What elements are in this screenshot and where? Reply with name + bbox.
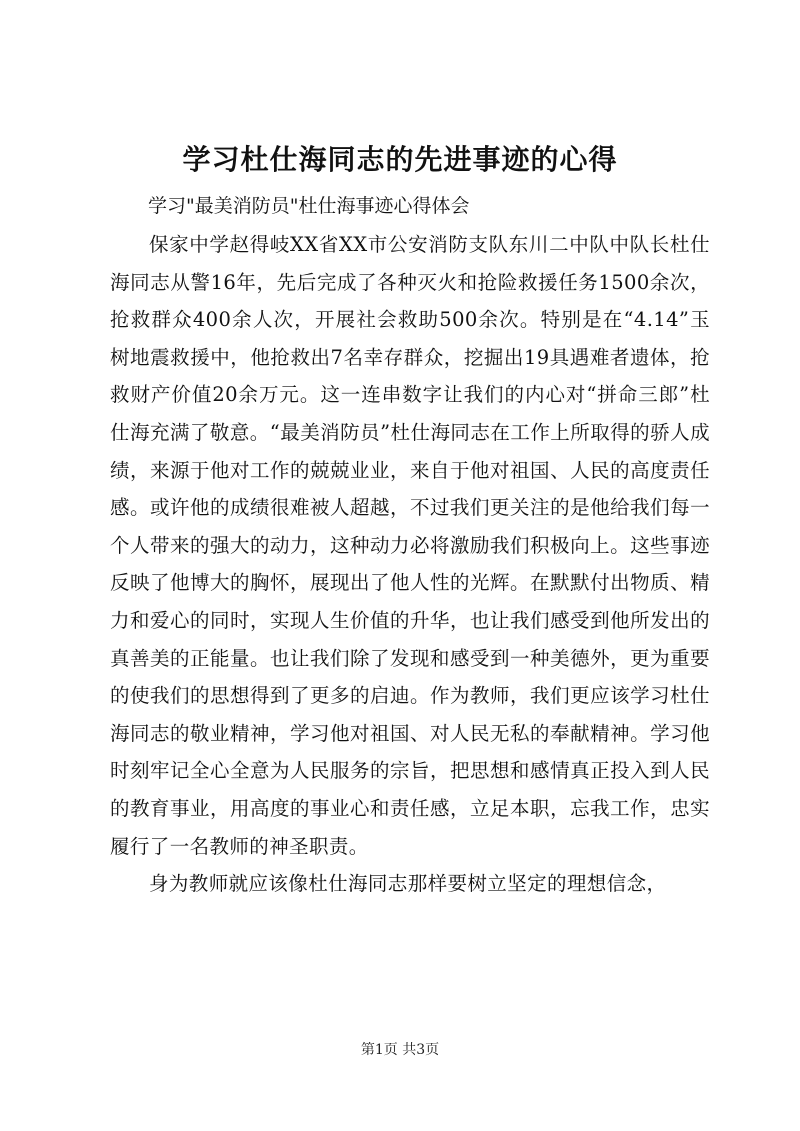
page-footer xyxy=(0,1040,800,1060)
body-paragraph: 身为教师就应该像杜仕海同志那样要树立坚定的理想信念， xyxy=(149,872,667,896)
document-subtitle: 学习"最美消防员"杜仕海事迹心得体会 xyxy=(148,195,470,217)
document-title: 学习杜仕海同志的先进事迹的心得 xyxy=(182,143,618,176)
page-number: 第1页 共3页 xyxy=(360,1042,440,1058)
body-paragraph: 保家中学赵得岐XX省XX市公安消防支队东川二中队中队长杜仕海同志从警16年，先后完成了各种灭火和抢险救援任务1500余次，抢救群众400余人次，开展社会救助500余次。特别是在“4.14”玉树地震救援中，他抢救出7名幸存群众，挖掘出19具遇难者遗体，抢救财产价值20余万元。这一连串数字让我们的内心对“拼命三郎”杜仕海充满了敬意。“最美消防员”杜仕海同志在工作上所取得的骄人成绩，来源于他对工作的兢兢业业，来自于他对祖国、人民的高度责任感。或许他的成绩很难被人超越，不过我们更关注的是他给我们每一个人带来的强大的动力，这种动力必将激励我们积极向上。这些事迹反映了他博大的胸怀，展现出了他人性的光辉。在默默付出物质、精力和爱心的同时，实现人生价值的升华，也让我们感受到他所发出的真善美的正能量。也让我们除了发现和感受到一种美德外，更为重要的使我们的思想得到了更多的启迪。作为教师，我们更应该学习杜仕海同志的敬业精神，学习他对祖国、对人民无私的奉献精神。学习他时刻牢记全心全意为人民服务的宗旨，把思想和感情真正投入到人民的教育事业，用高度的事业心和责任感，立足本职，忘我工作，忠实履行了一名教师的神圣职责。 xyxy=(110,233,710,858)
document-body xyxy=(110,226,710,903)
